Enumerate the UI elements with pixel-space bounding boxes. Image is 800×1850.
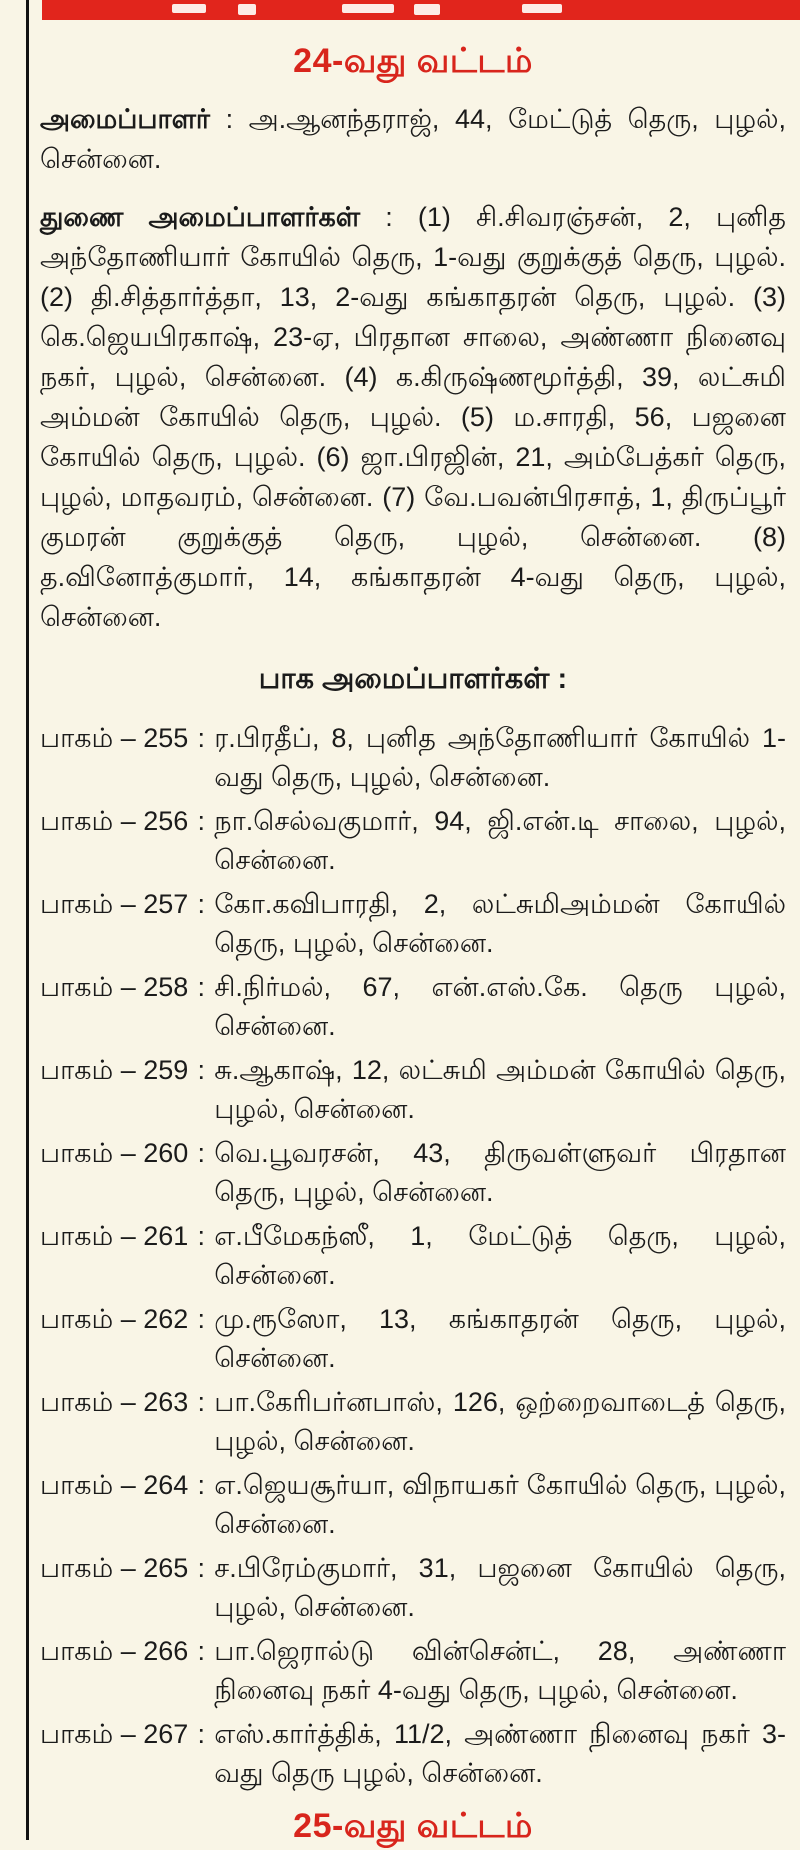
deputy-organizers-label: துணை அமைப்பாளர்கள் [40, 202, 361, 232]
part-address: நா.செல்வகுமார், 94, ஜி.என்.டி சாலை, புழல், சென்னை. [214, 806, 786, 875]
part-colon: : [197, 1719, 206, 1749]
label-colon: : [210, 104, 249, 134]
part-colon: : [197, 1304, 206, 1334]
part-row-261 [40, 1217, 786, 1295]
part-colon: : [197, 1221, 206, 1251]
part-address: பா.கேரிபர்னபாஸ், 126, ஒற்றைவாடைத் தெரு, புழல், சென்னை. [214, 1387, 786, 1456]
part-colon: : [197, 1553, 206, 1583]
part-row-262 [40, 1300, 786, 1378]
ward-25-heading: 25-வது வட்டம் [293, 1807, 533, 1845]
part-address: கோ.கவிபாரதி, 2, லட்சுமிஅம்மன் கோயில் தெரு, புழல், சென்னை. [214, 889, 786, 958]
part-number-label: பாகம் – 266 [40, 1636, 189, 1666]
part-colon: : [197, 1636, 206, 1666]
part-row-266 [40, 1632, 786, 1710]
part-address: பா.ஜெரால்டு வின்சென்ட், 28, அண்ணா நினைவு நகர் 4-வது தெரு, புழல், சென்னை. [214, 1636, 786, 1705]
part-address: சு.ஆகாஷ், 12, லட்சுமி அம்மன் கோயில் தெரு, புழல், சென்னை. [214, 1055, 786, 1124]
part-row-255 [40, 719, 786, 797]
part-number-label: பாகம் – 264 [40, 1470, 189, 1500]
deputy-organizers-text: (1) சி.சிவரஞ்சன், 2, புனித அந்தோணியார் கோயில் தெரு, 1-வது குறுக்குத் தெரு, புழல். (2) தி.சித்தார்த்தா, 13, 2-வது கங்காதரன் தெரு, புழல். (3) கெ.ஜெயபிரகாஷ், 23-ஏ, பிரதான சாலை, அண்ணா நினைவு நகர், புழல், சென்னை. (4) க.கிருஷ்ணமூர்த்தி, 39, லட்சுமி அம்மன் கோயில் தெரு, புழல். (5) ம.சாரதி, 56, பஜனை கோயில் தெரு, புழல். (6) ஜா.பிரஜின், 21, அம்பேத்கர் தெரு, புழல், மாதவரம், சென்னை. (7) வே.பவன்பிரசாத், 1, திருப்பூர் குமரன் குறுக்குத் தெரு, புழல், சென்னை. (8) த.வினோத்குமார், 14, கங்காதரன் 4-வது தெரு, புழல், சென்னை. [40, 202, 786, 632]
part-number-label: பாகம் – 267 [40, 1719, 189, 1749]
part-row-260 [40, 1134, 786, 1212]
part-number-label: பாகம் – 256 [40, 806, 189, 836]
banner-cutoff-text-fragment [414, 4, 440, 15]
banner-cutoff-text-fragment [172, 4, 206, 13]
part-organizers-list [40, 719, 786, 1793]
organizer-text: அ.ஆனந்தராஜ், 44, மேட்டுத் தெரு, புழல், சென்னை. [40, 104, 786, 174]
part-colon: : [197, 972, 206, 1002]
part-organizers-heading: பாக அமைப்பாளர்கள் : [258, 663, 568, 695]
organizer-label: அமைப்பாளர் [40, 104, 211, 134]
top-banner [42, 0, 800, 20]
part-row-258 [40, 968, 786, 1046]
part-row-257 [40, 885, 786, 963]
part-row-264 [40, 1466, 786, 1544]
part-row-267 [40, 1715, 786, 1793]
part-colon: : [197, 806, 206, 836]
part-number-label: பாகம் – 259 [40, 1055, 189, 1085]
part-colon: : [197, 1138, 206, 1168]
banner-cutoff-text-fragment [342, 4, 394, 13]
part-row-265 [40, 1549, 786, 1627]
ward-24-heading: 24-வது வட்டம் [293, 42, 533, 80]
label-colon: : [360, 202, 418, 232]
part-colon: : [197, 1387, 206, 1417]
part-address: எஸ்.கார்த்திக், 11/2, அண்ணா நினைவு நகர் 3-வது தெரு புழல், சென்னை. [214, 1719, 786, 1788]
part-number-label: பாகம் – 262 [40, 1304, 189, 1334]
part-number-label: பாகம் – 260 [40, 1138, 189, 1168]
part-address: எ.ஜெயசூர்யா, விநாயகர் கோயில் தெரு, புழல், சென்னை. [214, 1470, 786, 1539]
part-number-label: பாகம் – 257 [40, 889, 189, 919]
part-number-label: பாகம் – 255 [40, 723, 189, 753]
part-colon: : [197, 1055, 206, 1085]
part-address: ர.பிரதீப், 8, புனித அந்தோணியார் கோயில் 1-வது தெரு, புழல், சென்னை. [214, 723, 786, 792]
part-number-label: பாகம் – 263 [40, 1387, 189, 1417]
organizer-paragraph [40, 99, 786, 179]
part-row-263 [40, 1383, 786, 1461]
document-content [40, 20, 792, 1850]
part-address: ச.பிரேம்குமார், 31, பஜனை கோயில் தெரு, புழல், சென்னை. [214, 1553, 786, 1622]
part-number-label: பாகம் – 258 [40, 972, 189, 1002]
part-number-label: பாகம் – 261 [40, 1221, 189, 1251]
part-colon: : [197, 1470, 206, 1500]
left-border-rule [26, 0, 29, 1840]
part-colon: : [197, 889, 206, 919]
part-row-256 [40, 802, 786, 880]
part-address: சி.நிர்மல், 67, என்.எஸ்.கே. தெரு புழல், சென்னை. [214, 972, 786, 1041]
part-number-label: பாகம் – 265 [40, 1553, 189, 1583]
part-address: வெ.பூவரசன், 43, திருவள்ளுவர் பிரதான தெரு, புழல், சென்னை. [214, 1138, 786, 1207]
banner-cutoff-text-fragment [522, 4, 562, 13]
deputy-organizers-paragraph [40, 197, 786, 637]
part-row-259 [40, 1051, 786, 1129]
part-address: எ.பீமேகந்ஸீ, 1, மேட்டுத் தெரு, புழல், சென்னை. [214, 1221, 786, 1290]
part-colon: : [197, 723, 206, 753]
part-address: மு.ரூஸோ, 13, கங்காதரன் தெரு, புழல், சென்னை. [214, 1304, 786, 1373]
banner-cutoff-text-fragment [238, 4, 256, 15]
